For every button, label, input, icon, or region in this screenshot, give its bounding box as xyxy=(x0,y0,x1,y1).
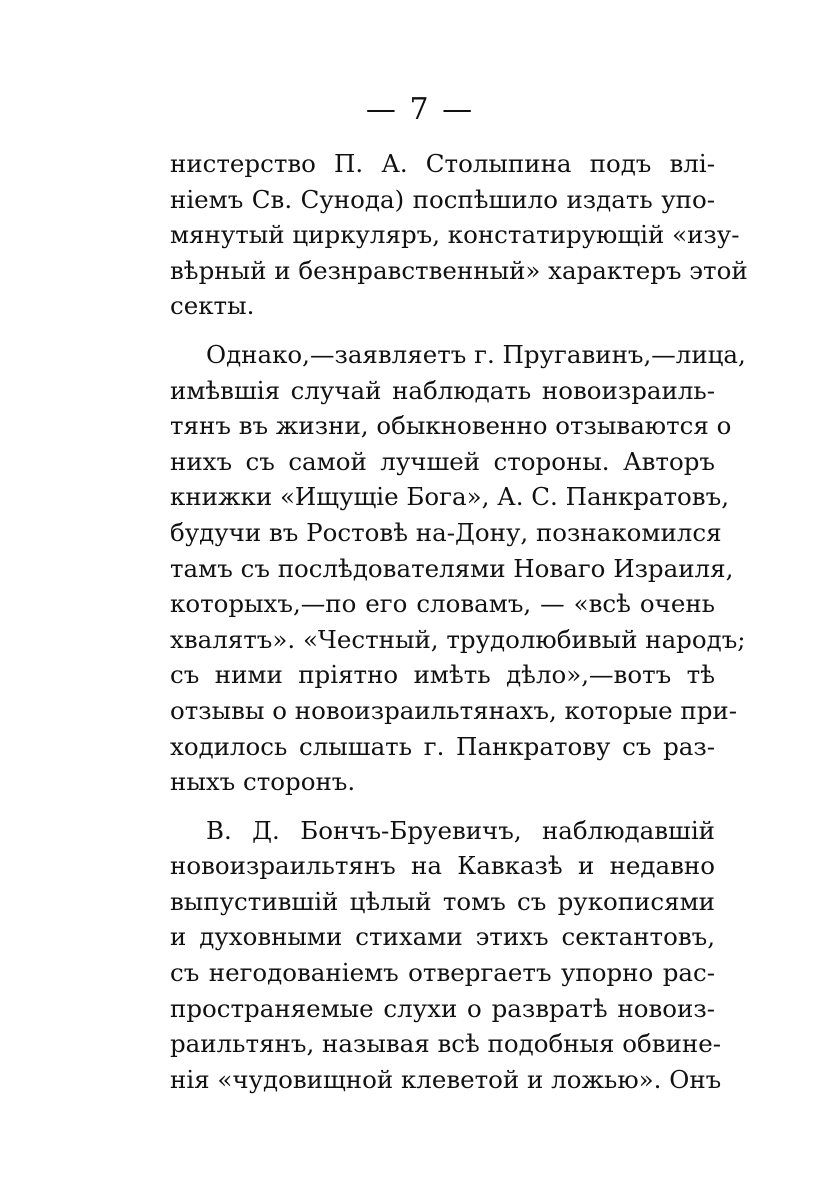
text-line: имѣвшія случай наблюдать новоизраиль- xyxy=(170,375,715,405)
text-line: выпустившій цѣлый томъ съ рукописями xyxy=(170,886,715,916)
text-line: тянъ въ жизни, обыкновенно отзываются о xyxy=(170,411,732,441)
text-line: тамъ съ послѣдователями Новаго Израиля, xyxy=(170,553,734,583)
text-line: ніемъ Св. Сунода) поспѣшило издать упо- xyxy=(170,184,715,214)
text-line: новоизраильтянъ на Кавказѣ и недавно xyxy=(170,851,715,881)
text-line: В. Д. Бончъ-Бруевичъ, наблюдавшій xyxy=(206,815,715,845)
text-line: будучи въ Ростовѣ на-Дону, познакомился xyxy=(170,517,722,547)
text-line: мянутый циркуляръ, констатирующій «изу- xyxy=(170,220,740,250)
text-line: секты. xyxy=(170,291,255,321)
text-line: вѣрный и безнравственный» характеръ этой xyxy=(170,255,748,285)
text-line: отзывы о новоизраильтянахъ, которые при- xyxy=(170,695,738,725)
text-line: которыхъ,—по его словамъ, — «всѣ очень xyxy=(170,589,715,619)
text-line: съ негодованіемъ отвергаетъ упорно рас- xyxy=(170,958,715,988)
page-number: — 7 — xyxy=(365,92,475,127)
paragraph-gap xyxy=(170,800,715,813)
text-line: раильтянъ, называя всѣ подобныя обвине- xyxy=(170,1029,722,1059)
text-line: съ ними пріятно имѣть дѣло»,—вотъ тѣ xyxy=(170,660,715,690)
paragraph-3 xyxy=(170,813,722,1098)
paragraph-gap xyxy=(170,324,715,337)
body-text xyxy=(170,146,748,1097)
text-line: нихъ съ самой лучшей стороны. Авторъ xyxy=(170,446,715,476)
paragraph-1 xyxy=(170,146,748,324)
text-line: нистерство П. А. Столыпина подъ влі- xyxy=(170,149,715,178)
text-line: ходилось слышать г. Панкратову съ раз- xyxy=(170,731,715,761)
text-line: пространяемые слухи о развратѣ новоиз- xyxy=(170,993,715,1023)
text-line: Однако,—заявляетъ г. Пругавинъ,—лица, xyxy=(206,339,746,369)
text-line: ныхъ сторонъ. xyxy=(170,767,356,797)
text-line: и духовными стихами этихъ сектантовъ, xyxy=(170,922,715,952)
text-line: хвалятъ». «Честный, трудолюбивый народъ; xyxy=(170,624,746,654)
text-line: нія «чудовищной клеветой и ложью». Онъ xyxy=(170,1064,722,1094)
text-line: книжки «Ищущіе Бога», А. С. Панкратовъ, xyxy=(170,482,729,512)
paragraph-2 xyxy=(170,337,746,800)
